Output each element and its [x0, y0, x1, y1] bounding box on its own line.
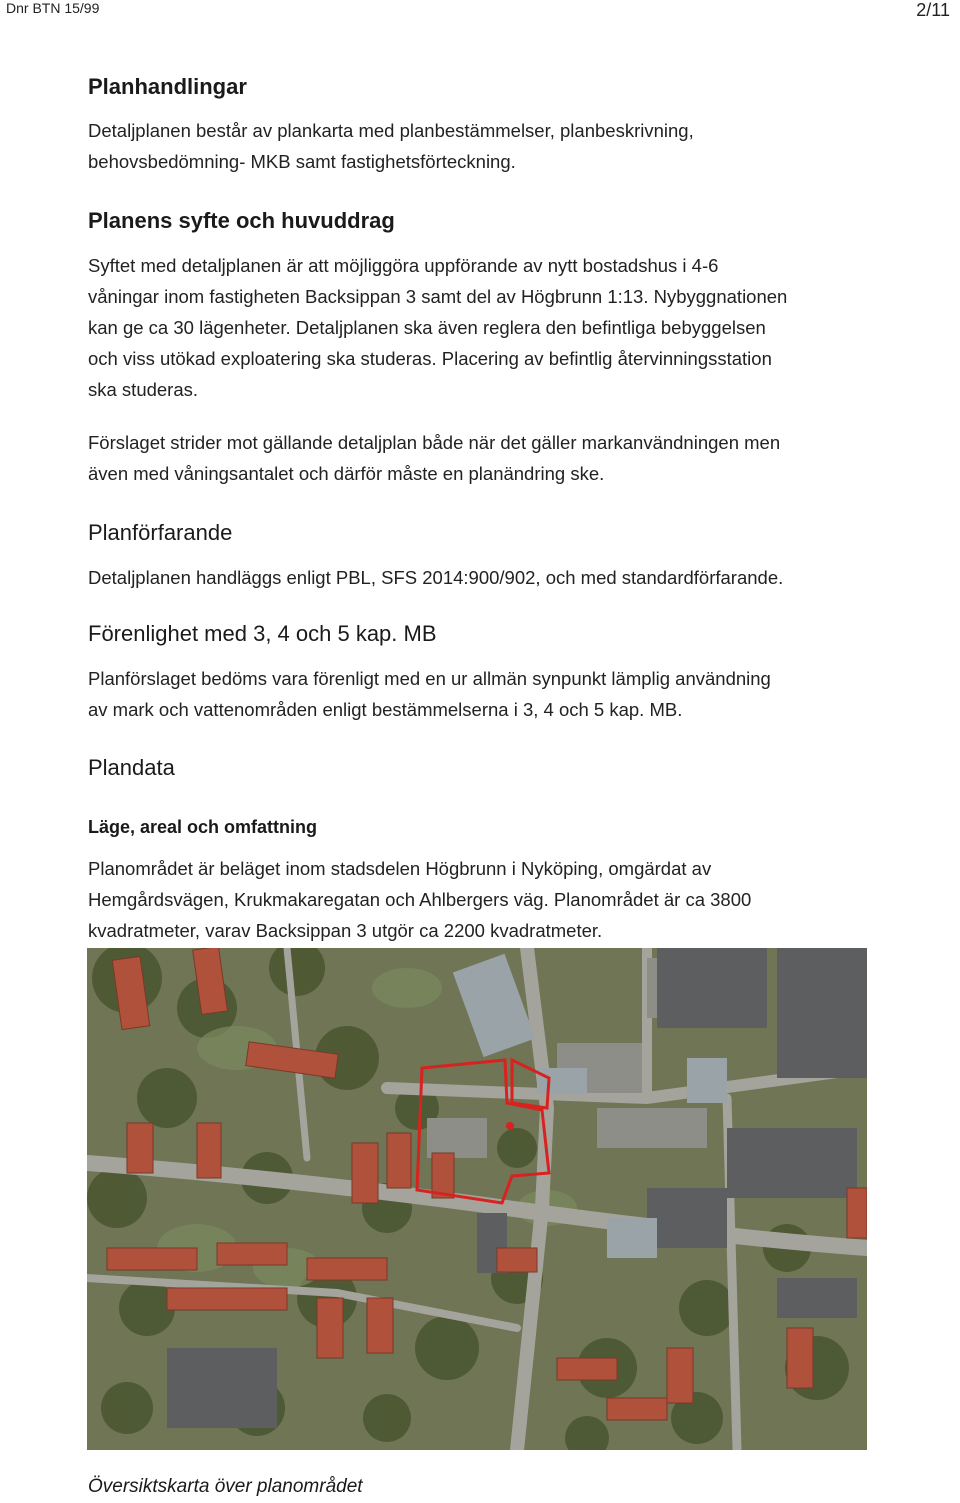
- document-reference: Dnr BTN 15/99: [6, 0, 100, 16]
- text-line: Syftet med detaljplanen är att möjliggöra uppförande av nytt bostadshus i 4-6: [88, 255, 719, 276]
- text-line: Detaljplanen består av plankarta med planbestämmelser, planbeskrivning,: [88, 120, 694, 141]
- text-line: ska studeras.: [88, 379, 199, 400]
- text-line: behovsbedömning- MKB samt fastighetsförteckning.: [88, 151, 516, 172]
- subheading-lage: Läge, areal och omfattning: [88, 817, 318, 837]
- heading-planhandlingar: Planhandlingar: [88, 74, 247, 99]
- text-line: kvadratmeter, varav Backsippan 3 utgör ca 2200 kvadratmeter.: [88, 920, 603, 941]
- paragraph-plandata: [88, 853, 878, 946]
- text-line: Hemgårdsvägen, Krukmakaregatan och Ahlbergers väg. Planområdet är ca 3800: [88, 889, 752, 910]
- aerial-photo: [87, 948, 867, 1450]
- heading-forenlighet: Förenlighet med 3, 4 och 5 kap. MB: [88, 621, 437, 646]
- text-line: och viss utökad exploatering ska studeras. Placering av befintlig återvinningsstation: [88, 348, 772, 369]
- paragraph-planhandlingar: [88, 115, 878, 177]
- heading-syfte: Planens syfte och huvuddrag: [88, 208, 395, 233]
- text-line: Detaljplanen handläggs enligt PBL, SFS 2014:900/902, och med standardförfarande.: [88, 567, 784, 588]
- heading-planforfarande: Planförfarande: [88, 520, 233, 545]
- text-line: Planförslaget bedöms vara förenligt med en ur allmän synpunkt lämplig användning: [88, 668, 771, 689]
- page-number: 2/11: [916, 0, 950, 20]
- figure-caption: Översiktskarta över planområdet: [88, 1476, 363, 1497]
- text-line: våningar inom fastigheten Backsippan 3 samt del av Högbrunn 1:13. Nybyggnationen: [88, 286, 788, 307]
- text-line: även med våningsantalet och därför måste en planändring ske.: [88, 463, 605, 484]
- text-line: kan ge ca 30 lägenheter. Detaljplanen ska även reglera den befintliga bebyggelsen: [88, 317, 766, 338]
- text-line: Förslaget strider mot gällande detaljplan både när det gäller markanvändningen men: [88, 432, 781, 453]
- paragraph-syfte: [88, 250, 878, 405]
- paragraph-syfte-2: [88, 427, 878, 489]
- text-line: av mark och vattenområden enligt bestämmelserna i 3, 4 och 5 kap. MB.: [88, 699, 683, 720]
- paragraph-forenlighet: [88, 663, 878, 725]
- aerial-overview-map: [87, 948, 867, 1450]
- paragraph-planforfarande: [88, 562, 878, 593]
- text-line: Planområdet är beläget inom stadsdelen Högbrunn i Nyköping, omgärdat av: [88, 858, 712, 879]
- heading-plandata: Plandata: [88, 755, 175, 780]
